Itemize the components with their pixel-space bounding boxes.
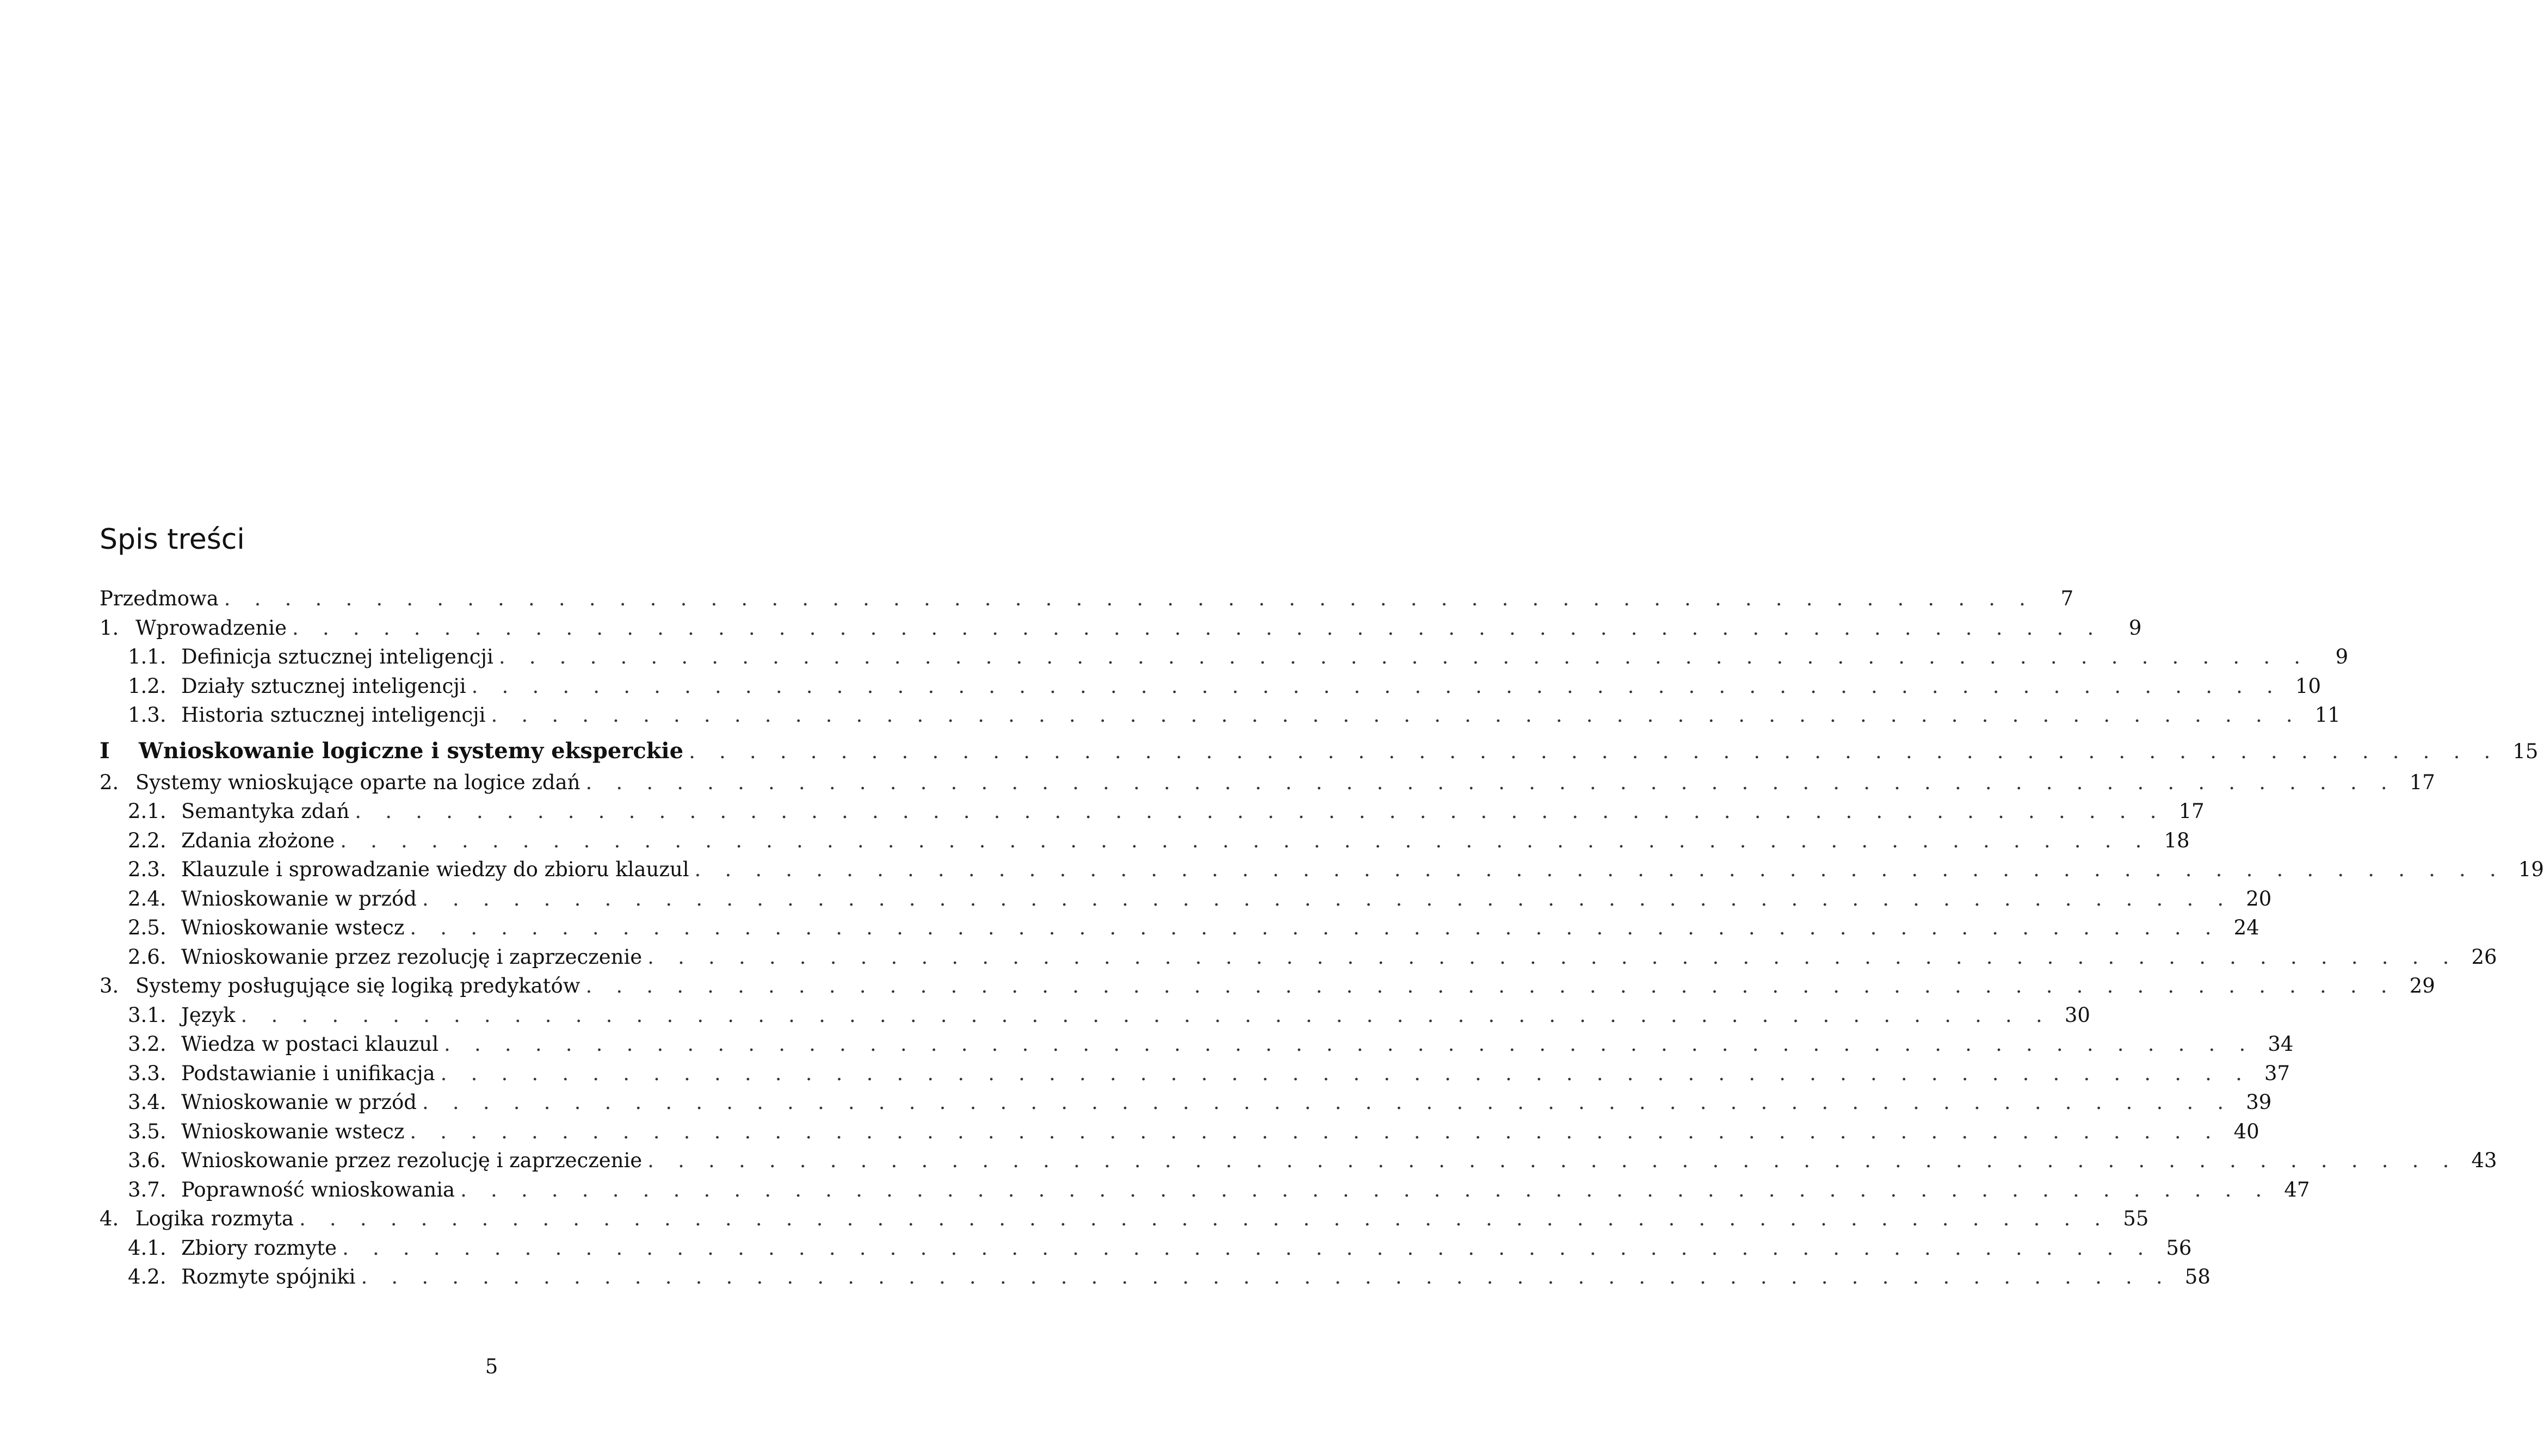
toc-entry-label: Semantyka zdań: [181, 800, 350, 823]
toc-entry-number: 3.4.: [128, 1091, 166, 1114]
toc-entry-number: 3.1.: [128, 1003, 166, 1027]
toc-page-number: 9: [2128, 616, 2142, 640]
toc-entry-label: Wnioskowanie logiczne i systemy eksperckie: [139, 738, 684, 764]
toc-entry[interactable]: [100, 584, 2074, 614]
toc-page-number: 20: [2246, 887, 2272, 910]
toc-part-heading[interactable]: [100, 734, 2539, 768]
toc-dot-leader: . . . . . . . . . . . . . . . . . . . . . . . . . . . . . . . . . . . . . . . . . . . . . . . . . . . . . . . . . . . .: [410, 1119, 2220, 1143]
toc-dot-leader: . . . . . . . . . . . . . . . . . . . . . . . . . . . . . . . . . . . . . . . . . . . . . . . . . . . . . . . . . . . .: [460, 1178, 2271, 1201]
toc-entry-number: I: [100, 738, 110, 764]
toc-entry-number: 3.5.: [128, 1119, 166, 1143]
toc-dot-leader: . . . . . . . . . . . . . . . . . . . . . . . . . . . . . . . . . . . . . . . . . . . . . . . . . . . . . . . . . . . .: [647, 945, 2458, 969]
toc-entry[interactable]: [100, 1204, 2149, 1234]
toc-entry-number: 4.1.: [128, 1236, 166, 1260]
toc-entry[interactable]: [100, 1001, 2090, 1030]
toc-entry-label: Logika rozmyta: [135, 1207, 294, 1230]
toc-entry[interactable]: [100, 642, 2349, 672]
toc-entry-label: Poprawność wnioskowania: [181, 1178, 455, 1201]
toc-entry-number: 3.3.: [128, 1061, 166, 1085]
toc-dot-leader: . . . . . . . . . . . . . . . . . . . . . . . . . . . . . . . . . . . . . . . . . . . . . . . . . . . . . . . . . . . .: [491, 703, 2301, 727]
toc-dot-leader: . . . . . . . . . . . . . . . . . . . . . . . . . . . . . . . . . . . . . . . . . . . . . . . . . . . . . . . . . . . .: [292, 616, 2103, 640]
toc-dot-leader: . . . . . . . . . . . . . . . . . . . . . . . . . . . . . . . . . . . . . . . . . . . . . . . . . . . . . . . . . . . .: [471, 674, 2282, 698]
table-of-contents: [100, 584, 2544, 1292]
toc-entry-number: 2.4.: [128, 887, 166, 910]
toc-dot-leader: . . . . . . . . . . . . . . . . . . . . . . . . . . . . . . . . . . . . . . . . . . . . . . . . . . . . . . . . . . . .: [694, 858, 2505, 881]
toc-entry[interactable]: [100, 1146, 2497, 1175]
toc-entry-label: Wnioskowanie przez rezolucję i zaprzeczenie: [181, 945, 643, 969]
toc-dot-leader: . . . . . . . . . . . . . . . . . . . . . . . . . . . . . . . . . . . . . . . . . . . . . . . . . . . . . . . . . . . .: [224, 587, 2035, 610]
toc-entry-number: 2.1.: [128, 800, 166, 823]
toc-entry-number: 3.2.: [128, 1032, 166, 1056]
toc-dot-leader: . . . . . . . . . . . . . . . . . . . . . . . . . . . . . . . . . . . . . . . . . . . . . . . . . . . . . . . . . . . .: [689, 739, 2499, 763]
toc-dot-leader: . . . . . . . . . . . . . . . . . . . . . . . . . . . . . . . . . . . . . . . . . . . . . . . . . . . . . . . . . . . .: [440, 1061, 2251, 1085]
toc-entry-number: 2.6.: [128, 945, 166, 969]
toc-entry[interactable]: [100, 1059, 2290, 1088]
toc-entry[interactable]: [100, 971, 2435, 1001]
toc-entry-number: 3.: [100, 974, 119, 997]
toc-entry-label: Działy sztucznej inteligencji: [181, 674, 466, 698]
toc-entry-label: Systemy wnioskujące oparte na logice zdań: [135, 770, 581, 794]
toc-dot-leader: . . . . . . . . . . . . . . . . . . . . . . . . . . . . . . . . . . . . . . . . . . . . . . . . . . . . . . . . . . . .: [299, 1207, 2110, 1230]
toc-dot-leader: . . . . . . . . . . . . . . . . . . . . . . . . . . . . . . . . . . . . . . . . . . . . . . . . . . . . . . . . . . . .: [647, 1149, 2458, 1172]
toc-entry-label: Wprowadzenie: [135, 616, 287, 640]
toc-entry-label: Rozmyte spójniki: [181, 1265, 356, 1288]
toc-entry-label: Wnioskowanie w przód: [181, 887, 417, 910]
toc-page-number: 39: [2246, 1091, 2272, 1114]
toc-dot-leader: . . . . . . . . . . . . . . . . . . . . . . . . . . . . . . . . . . . . . . . . . . . . . . . . . . . . . . . . . . . .: [422, 887, 2233, 910]
toc-entry-number: 2.3.: [128, 858, 166, 881]
toc-dot-leader: . . . . . . . . . . . . . . . . . . . . . . . . . . . . . . . . . . . . . . . . . . . . . . . . . . . . . . . . . . . .: [585, 770, 2396, 794]
toc-dot-leader: . . . . . . . . . . . . . . . . . . . . . . . . . . . . . . . . . . . . . . . . . . . . . . . . . . . . . . . . . . . .: [342, 1236, 2153, 1260]
toc-entry[interactable]: [100, 1262, 2210, 1292]
toc-entry-label: Wnioskowanie w przód: [181, 1091, 417, 1114]
toc-dot-leader: . . . . . . . . . . . . . . . . . . . . . . . . . . . . . . . . . . . . . . . . . . . . . . . . . . . . . . . . . . . .: [498, 645, 2310, 668]
toc-entry-number: 1.: [100, 616, 119, 640]
toc-entry-label: Systemy posługujące się logiką predykatów: [135, 974, 581, 997]
toc-entry[interactable]: [100, 913, 2259, 943]
toc-page-number: 24: [2233, 916, 2259, 939]
toc-dot-leader: . . . . . . . . . . . . . . . . . . . . . . . . . . . . . . . . . . . . . . . . . . . . . . . . . . . . . . . . . . . .: [361, 1265, 2171, 1288]
toc-page-number: 40: [2233, 1119, 2259, 1143]
toc-page-number: 58: [2184, 1265, 2210, 1288]
toc-page-number: 15: [2512, 739, 2539, 763]
toc-page-number: 17: [2178, 800, 2205, 823]
toc-entry-number: 2.2.: [128, 828, 166, 852]
toc-entry-label: Historia sztucznej inteligencji: [181, 703, 486, 727]
toc-page-number: 19: [2518, 858, 2544, 881]
toc-entry-label: Wnioskowanie przez rezolucję i zaprzeczenie: [181, 1149, 643, 1172]
toc-entry-number: 4.2.: [128, 1265, 166, 1288]
toc-entry-label: Wiedza w postaci klauzul: [181, 1032, 439, 1056]
toc-page-number: 37: [2264, 1061, 2290, 1085]
toc-page-number: 47: [2284, 1178, 2310, 1201]
toc-page-number: 30: [2064, 1003, 2090, 1027]
toc-entry[interactable]: [100, 1117, 2259, 1147]
toc-entry[interactable]: [100, 943, 2497, 972]
toc-dot-leader: . . . . . . . . . . . . . . . . . . . . . . . . . . . . . . . . . . . . . . . . . . . . . . . . . . . . . . . . . . . .: [444, 1032, 2255, 1056]
toc-entry[interactable]: [100, 826, 2190, 856]
toc-page-number: 11: [2314, 703, 2341, 727]
toc-entry-label: Zbiory rozmyte: [181, 1236, 337, 1260]
toc-entry[interactable]: [100, 1088, 2272, 1117]
toc-entry-number: 1.3.: [128, 703, 166, 727]
toc-entry-number: 4.: [100, 1207, 119, 1230]
toc-entry[interactable]: [100, 614, 2142, 643]
toc-entry-number: 2.5.: [128, 916, 166, 939]
toc-page-number: 34: [2268, 1032, 2294, 1056]
toc-entry-number: 3.6.: [128, 1149, 166, 1172]
toc-entry[interactable]: [100, 797, 2205, 826]
toc-entry-number: 2.: [100, 770, 119, 794]
toc-page-number: 18: [2164, 828, 2190, 852]
toc-entry-label: Zdania złożone: [181, 828, 335, 852]
toc-page-number: 56: [2166, 1236, 2192, 1260]
toc-dot-leader: . . . . . . . . . . . . . . . . . . . . . . . . . . . . . . . . . . . . . . . . . . . . . . . . . . . . . . . . . . . .: [240, 1003, 2051, 1027]
page-number: 5: [485, 1355, 498, 1378]
toc-dot-leader: . . . . . . . . . . . . . . . . . . . . . . . . . . . . . . . . . . . . . . . . . . . . . . . . . . . . . . . . . . . .: [422, 1091, 2233, 1114]
toc-dot-leader: . . . . . . . . . . . . . . . . . . . . . . . . . . . . . . . . . . . . . . . . . . . . . . . . . . . . . . . . . . . .: [410, 916, 2220, 939]
toc-entry[interactable]: [100, 855, 2544, 884]
toc-entry-label: Definicja sztucznej inteligencji: [181, 645, 493, 668]
toc-dot-leader: . . . . . . . . . . . . . . . . . . . . . . . . . . . . . . . . . . . . . . . . . . . . . . . . . . . . . . . . . . . .: [340, 828, 2151, 852]
toc-dot-leader: . . . . . . . . . . . . . . . . . . . . . . . . . . . . . . . . . . . . . . . . . . . . . . . . . . . . . . . . . . . .: [585, 974, 2396, 997]
toc-page-number: 43: [2471, 1149, 2497, 1172]
toc-page-number: 55: [2123, 1207, 2149, 1230]
toc-entry[interactable]: [100, 672, 2321, 701]
toc-page-number: 17: [2409, 770, 2435, 794]
toc-entry-label: Przedmowa: [100, 587, 219, 610]
toc-entry[interactable]: [100, 768, 2435, 797]
toc-dot-leader: . . . . . . . . . . . . . . . . . . . . . . . . . . . . . . . . . . . . . . . . . . . . . . . . . . . . . . . . . . . .: [355, 800, 2165, 823]
toc-page-number: 9: [2335, 645, 2349, 668]
toc-page-number: 10: [2295, 674, 2321, 698]
page-title: Spis treści: [100, 523, 245, 556]
toc-entry-number: 1.2.: [128, 674, 166, 698]
toc-page-number: 29: [2409, 974, 2435, 997]
toc-page-number: 7: [2060, 587, 2074, 610]
toc-entry-number: 3.7.: [128, 1178, 166, 1201]
toc-entry[interactable]: [100, 701, 2341, 730]
toc-page-number: 26: [2471, 945, 2497, 969]
toc-entry-label: Język: [181, 1003, 236, 1027]
toc-entry-label: Wnioskowanie wstecz: [181, 916, 405, 939]
toc-entry[interactable]: [100, 884, 2272, 914]
toc-entry-label: Klauzule i sprowadzanie wiedzy do zbioru klauzul: [181, 858, 689, 881]
toc-entry-label: Podstawianie i unifikacja: [181, 1061, 435, 1085]
toc-entry[interactable]: [100, 1234, 2192, 1263]
toc-entry[interactable]: [100, 1175, 2310, 1205]
toc-entry-number: 1.1.: [128, 645, 166, 668]
toc-entry[interactable]: [100, 1030, 2294, 1059]
toc-entry-label: Wnioskowanie wstecz: [181, 1119, 405, 1143]
